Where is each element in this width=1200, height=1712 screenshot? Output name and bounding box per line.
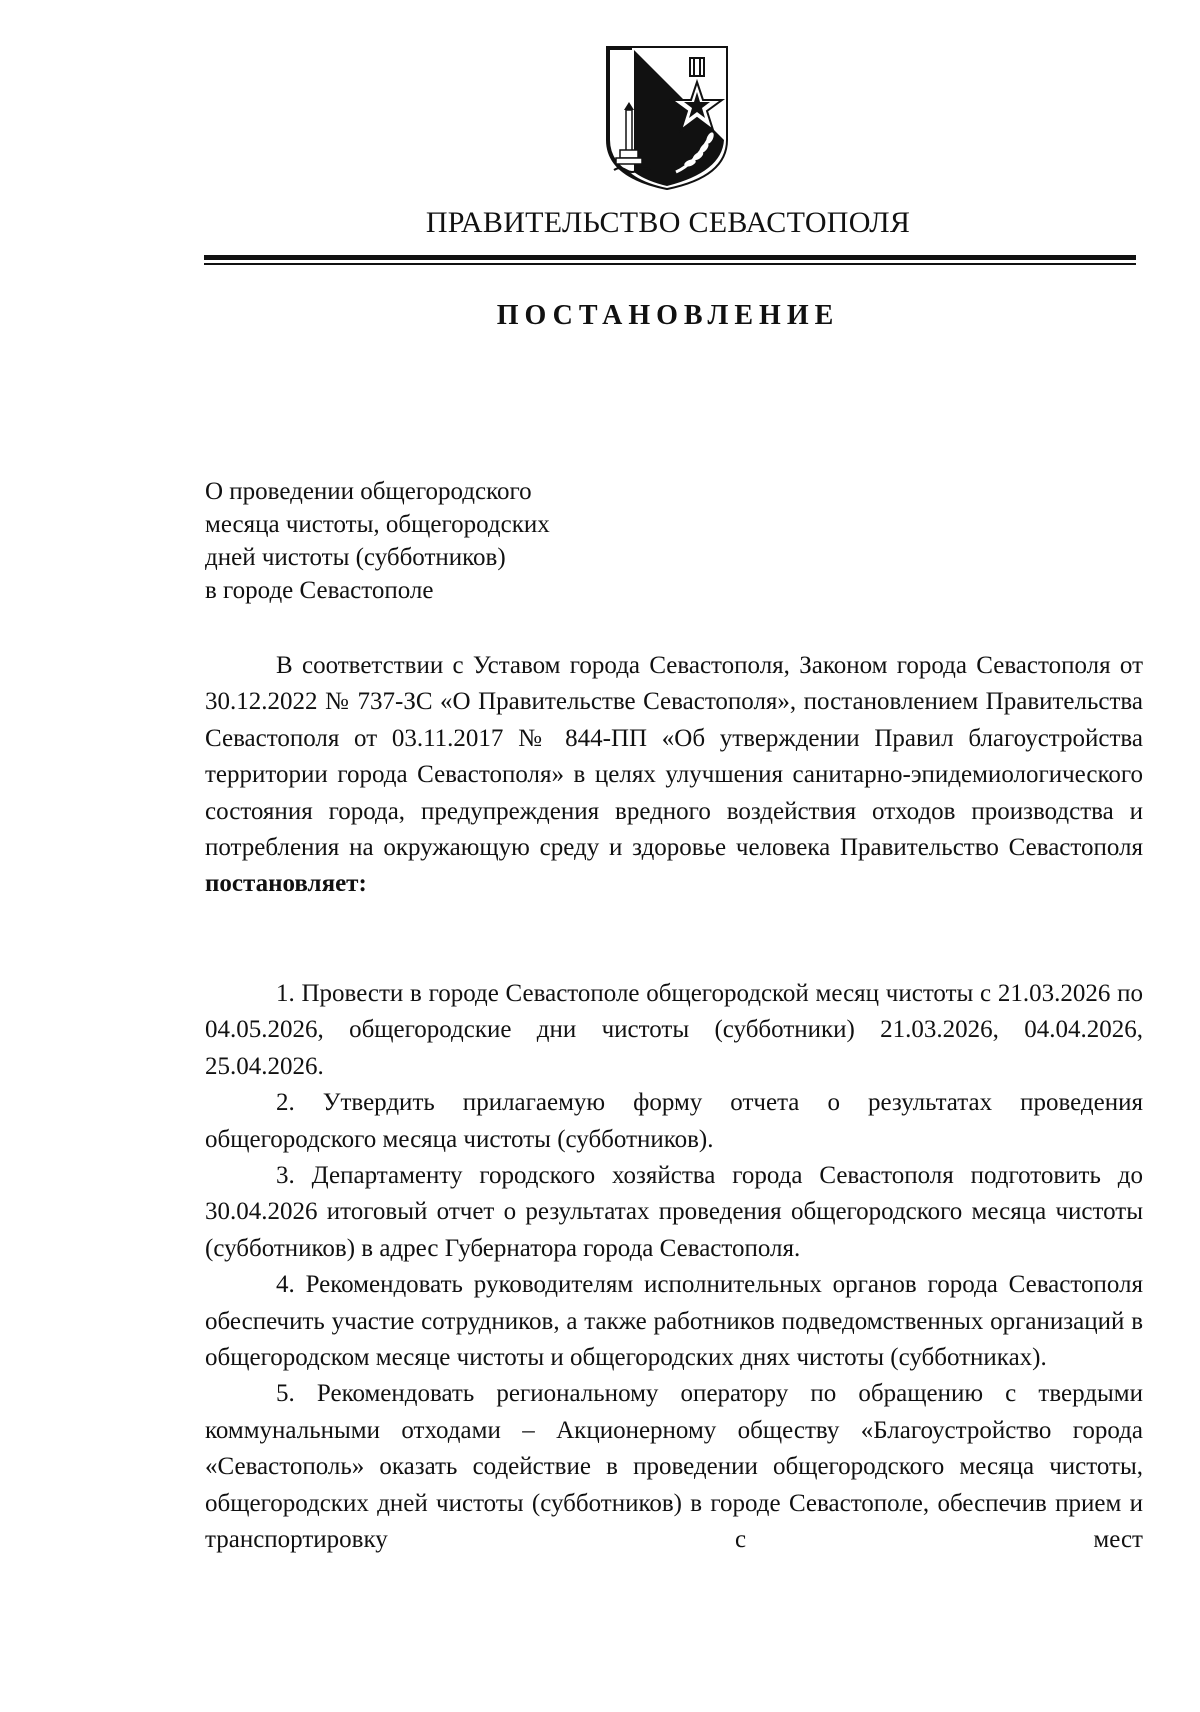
resolution-item: 4. Рекомендовать руководителям исполнительных органов города Севастополя обеспечить участие сотрудников, а также работников подведомственных организаций в общегородском месяце чистоты и общегородских днях чистоты (субботниках). <box>205 1271 1143 1372</box>
resolution-items <box>205 976 1143 1559</box>
resolution-item: 3. Департаменту городского хозяйства города Севастополя подготовить до 30.04.2026 итоговый отчет о результатах проведения общегородского месяца чистоты (субботников) в адрес Губернатора города Севастополя. <box>205 1162 1143 1262</box>
document-type-title: ПОСТАНОВЛЕНИЕ <box>496 300 840 331</box>
subject-line: месяца чистоты, общегородских <box>205 511 550 538</box>
subject-line: в городе Севастополе <box>205 577 434 604</box>
resolution-item: 1. Провести в городе Севастополе общегородской месяц чистоты с 21.03.2026 по 04.05.2026, общегородские дни чистоты (субботники) 21.03.2026, 04.04.2026, 25.04.2026. <box>205 980 1143 1080</box>
header-divider-thin <box>204 263 1136 265</box>
coat-of-arms-icon <box>604 44 730 192</box>
organization-name: ПРАВИТЕЛЬСТВО СЕВАСТОПОЛЯ <box>425 206 911 239</box>
document-subject <box>205 475 550 607</box>
preamble-paragraph <box>205 648 1143 903</box>
header-divider-thick <box>204 255 1136 260</box>
enacting-word: постановляет: <box>205 870 367 898</box>
preamble-text: В соответствии с Уставом города Севастополя, Законом города Севастополя от 30.12.2022 № 737-ЗС «О Правительстве Севастополя», постановлением Правительства Севастополя от 03.11.2017 № 844-ПП «Об утверждении Правил благоустройства территории города Севастополя» в целях улучшения санитарно-эпидемиологического состояния города, предупреждения вредного воздействия отходов производства и потребления на окружающую среду и здоровье человека Правительство Севастополя <box>205 652 1143 862</box>
preamble <box>205 648 1143 903</box>
resolution-item: 5. Рекомендовать региональному оператору по обращению с твердыми коммунальными отходами – Акционерному обществу «Благоустройство города «Севастополь» оказать содействие в проведении общегородского месяца чистоты, общегородских дней чистоты (субботников) в городе Севастополе, обеспечив прием и транспортировку с мест <box>205 1380 1143 1554</box>
resolution-item: 2. Утвердить прилагаемую форму отчета о результатах проведения общегородского месяца чистоты (субботников). <box>205 1089 1143 1153</box>
subject-line: дней чистоты (субботников) <box>205 544 506 571</box>
subject-line: О проведении общегородского <box>205 478 532 505</box>
